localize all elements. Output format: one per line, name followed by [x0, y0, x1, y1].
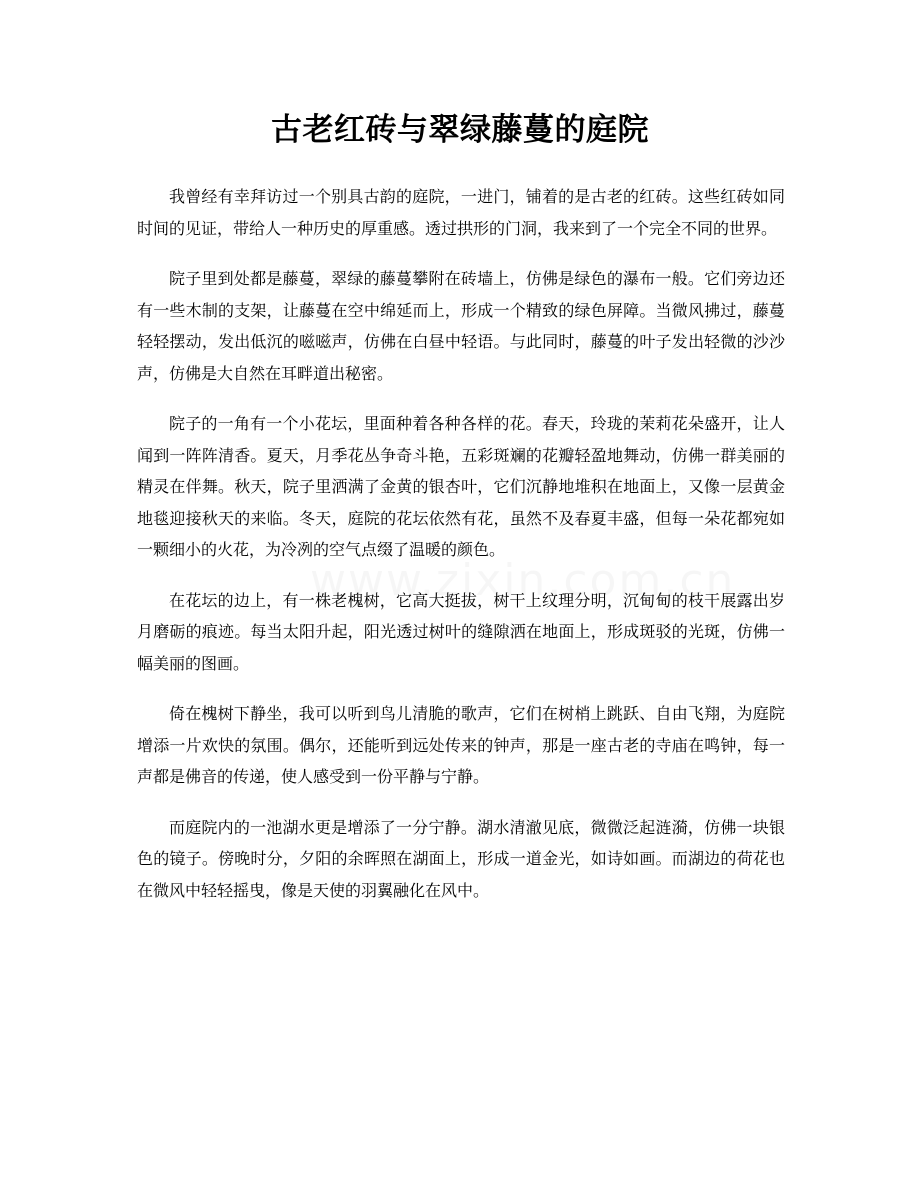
paragraph-5: 倚在槐树下静坐，我可以听到鸟儿清脆的歌声，它们在树梢上跳跃、自由飞翔，为庭院增添一片欢快的氛围。偶尔，还能听到远处传来的钟声，那是一座古老的寺庙在鸣钟，每一声都是佛音的传递，使人感受到一份平静与宁静。 [137, 704, 785, 786]
document-title: 古老红砖与翠绿藤蔓的庭院 [271, 112, 649, 148]
paragraph-3: 院子的一角有一个小花坛，里面种着各种各样的花。春天，玲珑的茉莉花朵盛开，让人闻到一阵阵清香。夏天，月季花丛争奇斗艳，五彩斑斓的花瓣轻盈地舞动，仿佛一群美丽的精灵在伴舞。秋天，院子里洒满了金黄的银杏叶，它们沉静地堆积在地面上，又像一层黄金地毯迎接秋天的来临。冬天，庭院的花坛依然有花，虽然不及春夏丰盛，但每一朵花都宛如一颗细小的火花，为冷冽的空气点缀了温暖的颜色。 [137, 414, 785, 559]
paragraph-6: 而庭院内的一池湖水更是增添了一分宁静。湖水清澈见底，微微泛起涟漪，仿佛一块银色的镜子。傍晚时分，夕阳的余晖照在湖面上，形成一道金光，如诗如画。而湖边的荷花也在微风中轻轻摇曳，像是天使的羽翼融化在风中。 [137, 817, 785, 900]
paragraph-1: 我曾经有幸拜访过一个别具古韵的庭院，一进门，铺着的是古老的红砖。这些红砖如同时间的见证，带给人一种历史的厚重感。透过拱形的门洞，我来到了一个完全不同的世界。 [137, 187, 785, 238]
paragraph-4: 在花坛的边上，有一株老槐树，它高大挺拔，树干上纹理分明，沉甸甸的枝干展露出岁月磨砺的痕迹。每当太阳升起，阳光透过树叶的缝隙洒在地面上，形成斑驳的光斑，仿佛一幅美丽的图画。 [137, 590, 785, 673]
document-body [137, 181, 785, 925]
paragraph-2: 院子里到处都是藤蔓，翠绿的藤蔓攀附在砖墙上，仿佛是绿色的瀑布一般。它们旁边还有一些木制的支架，让藤蔓在空中绵延而上，形成一个精致的绿色屏障。当微风拂过，藤蔓轻轻摆动，发出低沉的嗞嗞声，仿佛在白昼中轻语。与此同时，藤蔓的叶子发出轻微的沙沙声，仿佛是大自然在耳畔道出秘密。 [137, 269, 785, 383]
